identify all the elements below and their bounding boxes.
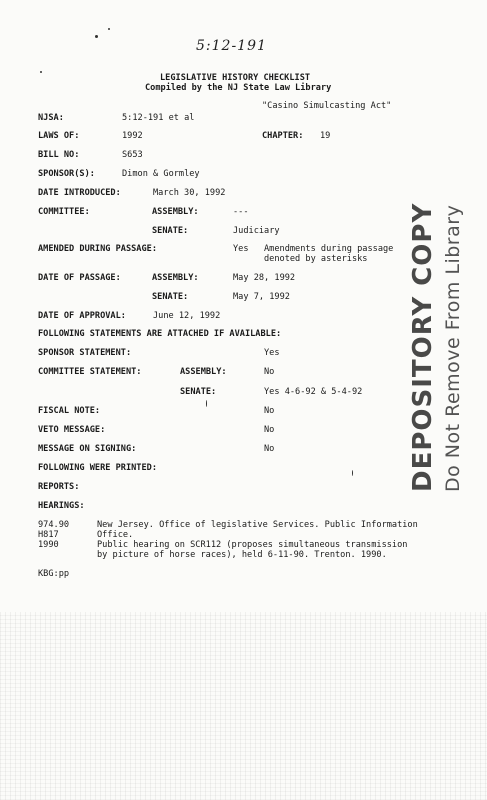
sponsors-label: SPONSOR(S): [38,169,95,179]
committee-label: COMMITTEE: [38,207,90,217]
stamp-line-2: Do Not Remove From Library [442,204,464,492]
scan-speck [95,35,98,38]
committee-statement-assembly-value: No [264,367,275,377]
committee-statement-senate-value: Yes 4-6-92 & 5-4-92 [264,387,363,397]
scan-speck [40,71,42,73]
message-on-signing-value: No [264,444,275,454]
amended-value: Yes [233,244,249,254]
committee-statement-assembly-label: ASSEMBLY: [180,367,227,377]
passage-assembly-value: May 28, 1992 [233,273,296,283]
passage-senate-value: May 7, 1992 [233,292,290,302]
hearing-line-4: by picture of horse races), held 6-11-90. Trenton. 1990. [97,550,387,560]
committee-statement-label: COMMITTEE STATEMENT: [38,367,142,377]
statements-heading: FOLLOWING STATEMENTS ARE ATTACHED IF AVAILABLE: [38,329,282,339]
veto-message-label: VETO MESSAGE: [38,425,106,435]
reports-label: REPORTS: [38,482,80,492]
chapter-value: 19 [320,131,331,141]
printed-heading: FOLLOWING WERE PRINTED: [38,463,157,473]
committee-senate-value: Judiciary [233,226,280,236]
amended-note-line-2: denoted by asterisks [264,254,368,264]
scan-speck [352,470,353,476]
date-of-approval-label: DATE OF APPROVAL: [38,311,126,321]
amended-note-line-1: Amendments during passage [264,244,394,254]
laws-of-value: 1992 [122,131,143,141]
document-subtitle: Compiled by the NJ State Law Library [145,83,332,93]
passage-senate-label: SENATE: [152,292,189,302]
committee-assembly-value: --- [233,207,249,217]
bill-no-value: S653 [122,150,143,160]
hearing-call-number-2: H817 [38,530,59,540]
document-title: LEGISLATIVE HISTORY CHECKLIST [160,73,311,83]
hearing-call-number-3: 1990 [38,540,59,550]
sponsor-statement-label: SPONSOR STATEMENT: [38,348,132,358]
hearing-line-2: Office. [97,530,134,540]
hearing-line-1: New Jersey. Office of legislative Services. Public Information [97,520,418,530]
njsa-value: 5:12-191 et al [122,113,195,123]
fiscal-note-value: No [264,406,275,416]
laws-of-label: LAWS OF: [38,131,80,141]
fiscal-note-label: FISCAL NOTE: [38,406,101,416]
bill-no-label: BILL NO: [38,150,80,160]
date-introduced-label: DATE INTRODUCED: [38,188,121,198]
chapter-label: CHAPTER: [262,131,304,141]
sponsor-statement-value: Yes [264,348,280,358]
typist-initials: KBG:pp [38,569,70,579]
date-introduced-value: March 30, 1992 [153,188,226,198]
amended-label: AMENDED DURING PASSAGE: [38,244,157,254]
veto-message-value: No [264,425,275,435]
stamp-line-1: DEPOSITORY COPY [408,202,438,492]
date-of-approval-value: June 12, 1992 [153,311,221,321]
sponsors-value: Dimon & Gormley [122,169,200,179]
handwritten-citation: 5:12-191 [196,38,267,54]
passage-assembly-label: ASSEMBLY: [152,273,199,283]
scan-noise [0,612,487,800]
committee-senate-label: SENATE: [152,226,189,236]
scan-speck [108,28,110,30]
message-on-signing-label: MESSAGE ON SIGNING: [38,444,137,454]
scan-speck [206,400,207,407]
committee-assembly-label: ASSEMBLY: [152,207,199,217]
njsa-label: NJSA: [38,113,64,123]
hearing-call-number-1: 974.90 [38,520,70,530]
committee-statement-senate-label: SENATE: [180,387,217,397]
hearings-label: HEARINGS: [38,501,85,511]
hearing-line-3: Public hearing on SCR112 (proposes simultaneous transmission [97,540,408,550]
depository-copy-stamp [408,203,464,492]
act-name: "Casino Simulcasting Act" [262,101,392,111]
date-of-passage-label: DATE OF PASSAGE: [38,273,121,283]
